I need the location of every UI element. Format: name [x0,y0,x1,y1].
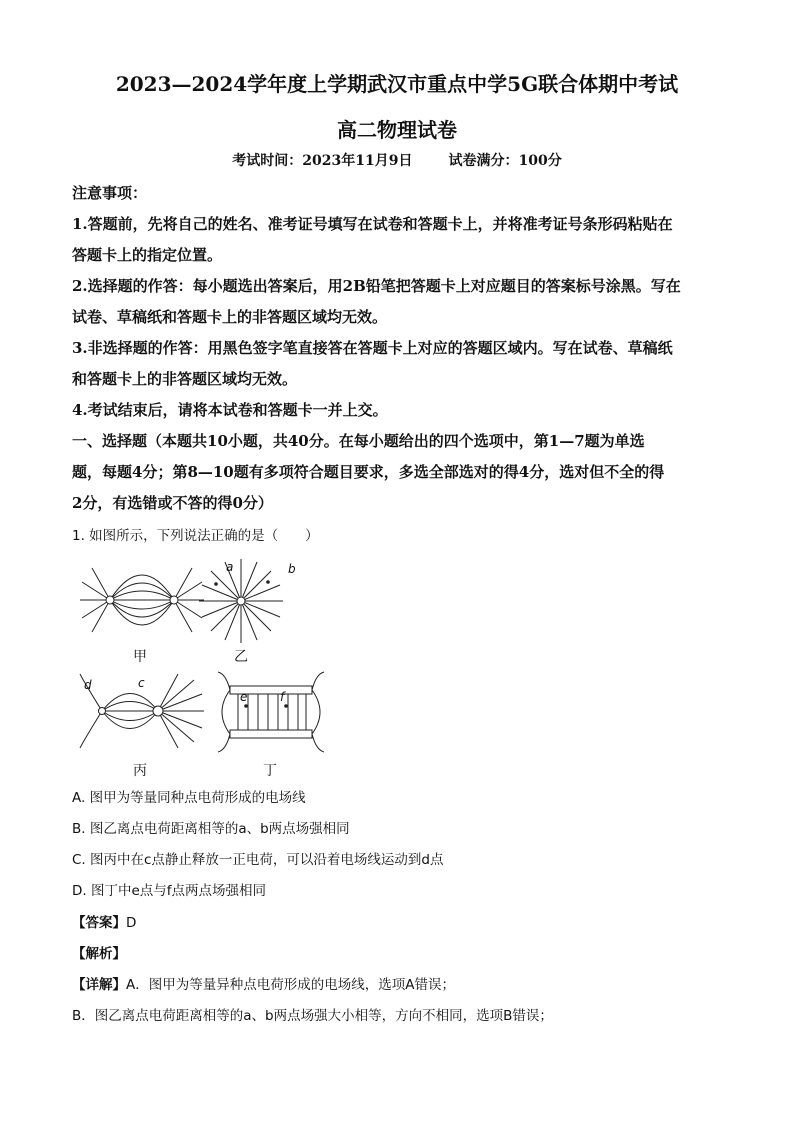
detail-b: B．图乙离点电荷距离相等的a、b两点场强大小相等，方向不相同，选项B错误； [72,1008,553,1024]
section-line: 2分，有选错或不答的得0分） [72,494,273,512]
figure-label-jia: 甲 [133,649,147,665]
point-label-e: e [240,690,248,704]
option-c: C. 图丙中在c点静止释放一正电荷，可以沿着电场线运动到d点 [72,852,444,868]
answer-value: D [126,915,137,931]
figure-label-ding: 丁 [263,763,277,779]
point-label-b: b [288,562,296,576]
exam-meta [0,150,794,170]
option-a: A. 图甲为等量同种点电荷形成的电场线 [72,790,306,806]
analysis-tag: 【解析】 [72,946,126,962]
note-line: 和答题卡上的非答题区域均无效。 [72,370,298,388]
note-line: 4.考试结束后，请将本试卷和答题卡一并上交。 [72,401,388,419]
point-label-c: c [138,676,145,690]
figure-ding [216,670,326,754]
note-line: 试卷、草稿纸和答题卡上的非答题区域均无效。 [72,308,388,326]
figure-ding-drawing [216,670,326,754]
answer-tag: 【答案】 [72,915,126,931]
answer-line [72,911,136,931]
note-line: 2.选择题的作答：每小题选出答案后，用2B铅笔把答题卡上对应题目的答案标号涂黑。写在 [72,277,681,295]
option-b: B. 图乙离点电荷距离相等的a、b两点场强相同 [72,821,350,837]
option-d: D. 图丁中e点与f点两点场强相同 [72,883,267,899]
section-line: 题，每题4分；第8—10题有多项符合题目要求，多选全部选对的得4分，选对但不全的得 [72,463,665,481]
full-score: 试卷满分：100分 [448,153,562,169]
figure-label-bing: 丙 [133,763,147,779]
note-line: 3.非选择题的作答：用黑色签字笔直接答在答题卡上对应的答题区域内。写在试卷、草稿纸 [72,339,673,357]
figure-yi [196,556,286,646]
detail-tag: 【详解】 [72,977,126,993]
notes-heading: 注意事项： [72,184,148,202]
figure-jia-drawing [72,560,212,640]
exam-time: 考试时间：2023年11月9日 [232,153,413,169]
section-line: 一、选择题（本题共10小题，共40分。在每小题给出的四个选项中，第1—7题为单选 [72,432,645,450]
point-label-a: a [226,560,234,574]
point-label-d: d [84,678,92,692]
note-line: 答题卡上的指定位置。 [72,246,223,264]
detail-a-line [72,973,455,993]
note-line: 1.答题前，先将自己的姓名、准考证号填写在试卷和答题卡上，并将准考证号条形码粘贴在 [72,215,673,233]
exam-title: 2023—2024学年度上学期武汉市重点中学5G联合体期中考试 [115,72,679,96]
figure-yi-drawing [196,556,286,646]
detail-a: A．图甲为等量异种点电荷形成的电场线，选项A错误； [126,977,455,993]
figure-label-yi: 乙 [234,649,248,665]
figure-jia [72,560,212,640]
point-label-f: f [280,690,285,704]
question-stem: 1. 如图所示，下列说法正确的是（ ） [72,528,319,544]
exam-subtitle: 高二物理试卷 [337,118,457,142]
